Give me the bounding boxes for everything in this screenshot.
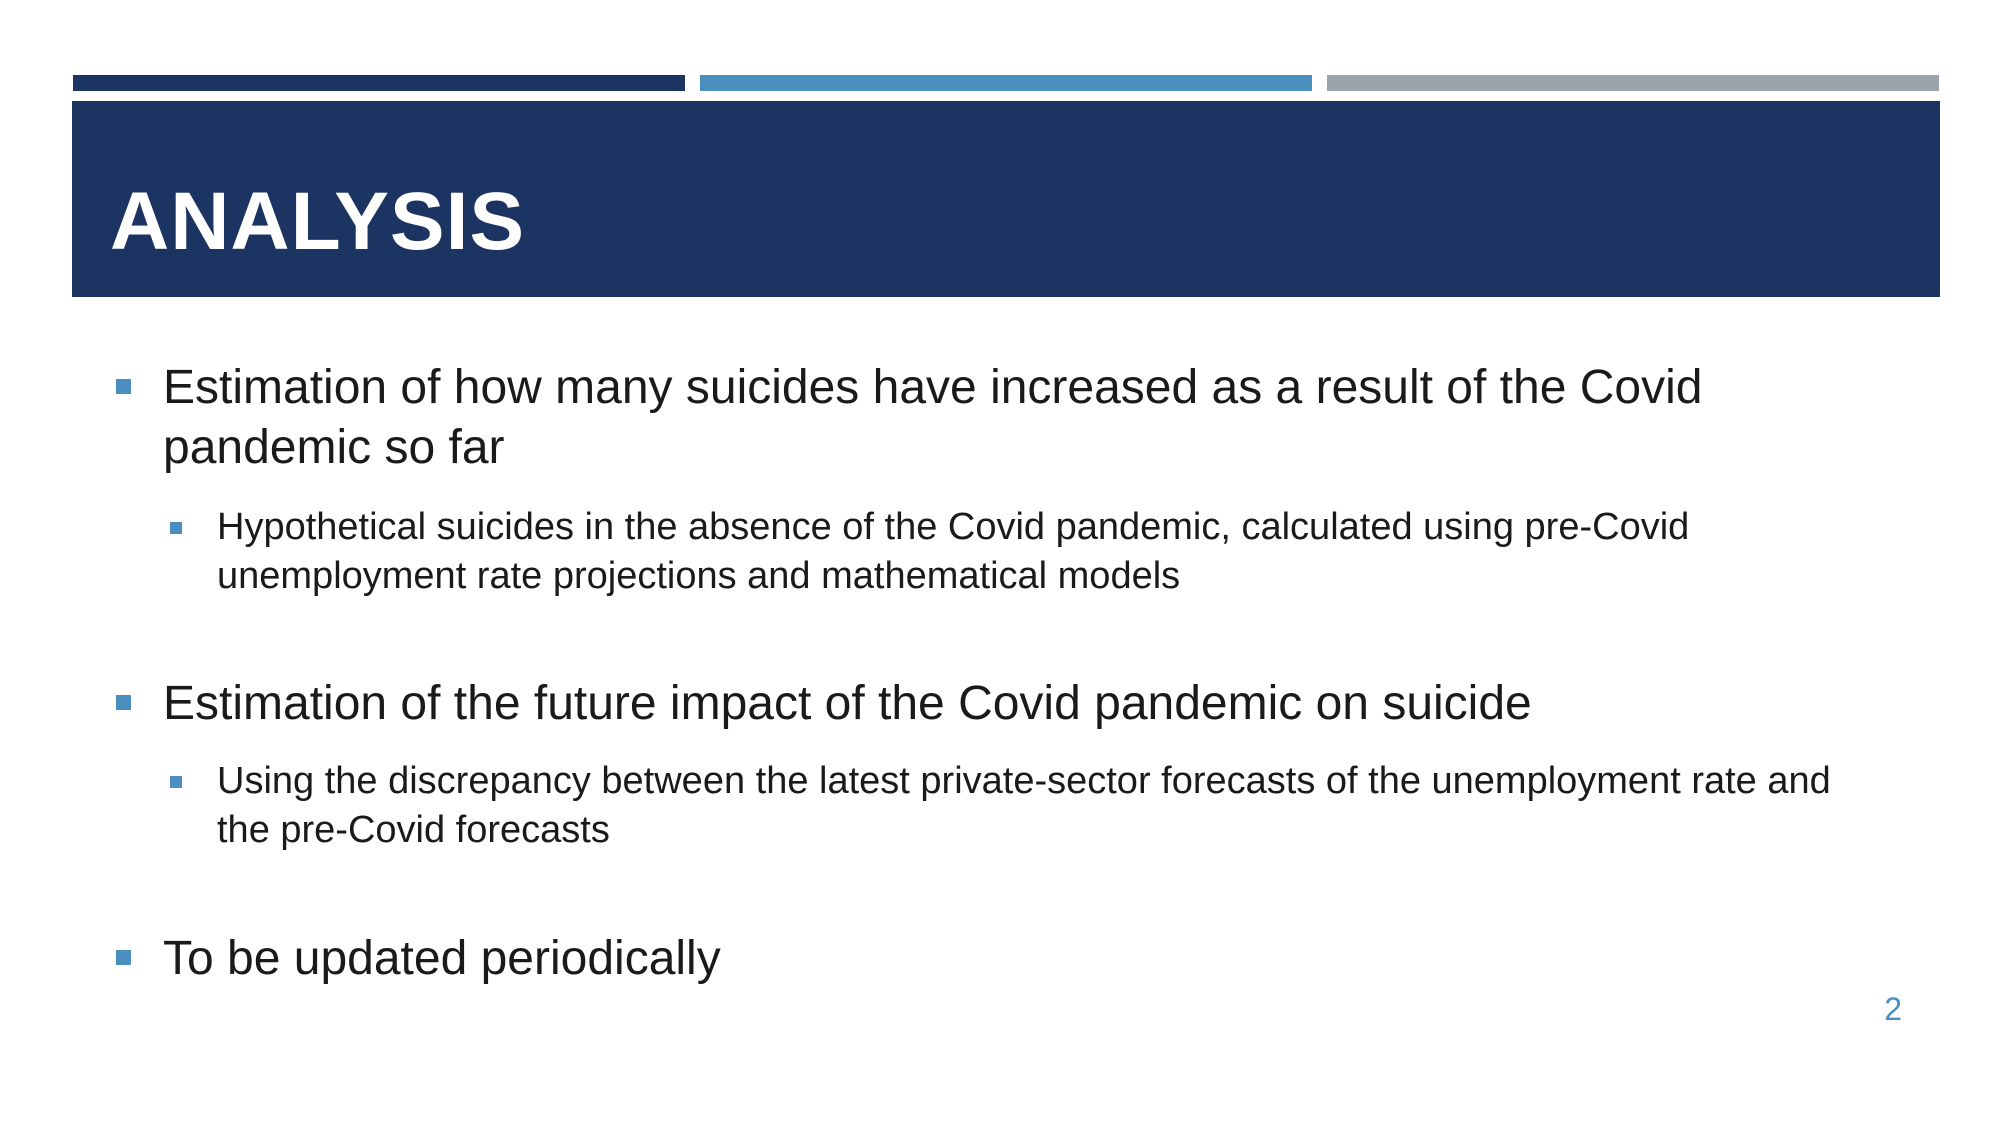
accent-bar-blue: [700, 75, 1312, 91]
accent-bar-gray: [1327, 75, 1939, 91]
bullet-square-icon: [116, 379, 131, 394]
sub-bullet-text: Hypothetical suicides in the absence of the Covid pandemic, calculated using pre-Covid unemployment rate projections and mathematical models: [217, 506, 1690, 597]
page-number: 2: [1884, 991, 1902, 1027]
bullet-text: Estimation of the future impact of the Covid pandemic on suicide: [163, 677, 1532, 730]
bullet-square-icon: [116, 695, 131, 710]
title-band: [72, 101, 1940, 297]
accent-bar-navy: [73, 75, 685, 91]
sub-bullet-square-icon: [170, 522, 182, 534]
slide-title: ANALYSIS: [110, 176, 526, 267]
sub-bullet-text: Using the discrepancy between the latest private-sector forecasts of the unemployment rate and the pre-Covid forecasts: [217, 760, 1831, 851]
bullet-text: Estimation of how many suicides have increased as a result of the Covid pandemic so far: [163, 361, 1703, 474]
sub-bullet-square-icon: [170, 776, 182, 788]
bullet-square-icon: [116, 950, 131, 965]
bullet-text: To be updated periodically: [163, 932, 721, 985]
